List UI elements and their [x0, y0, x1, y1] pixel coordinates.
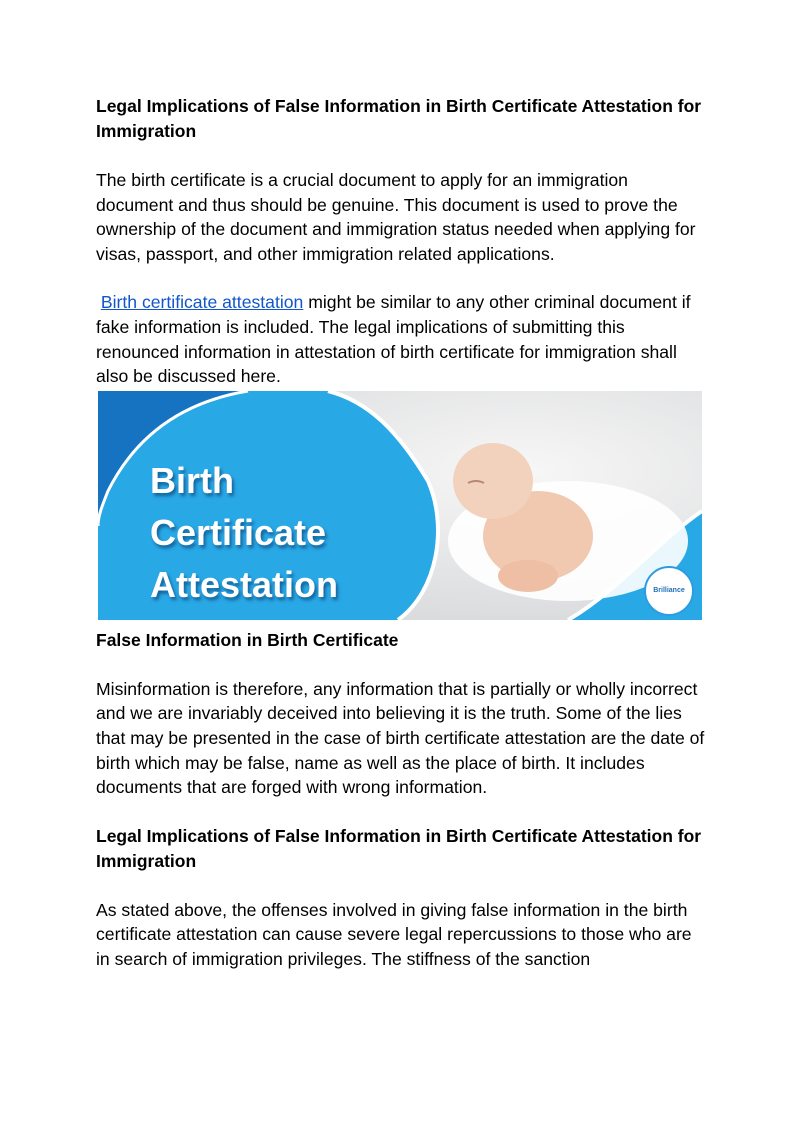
banner-title-line-3: Attestation	[150, 563, 338, 605]
brilliance-logo	[644, 566, 694, 616]
paragraph-misinformation: Misinformation is therefore, any information that is partially or wholly incorrect and we are invariably deceived into believing it is the truth. Some of the lies that may be presented in the case of birth certificate attestation are the date of birth which may be false, name as well as the place of birth. It includes documents that are forged with wrong information.	[96, 678, 705, 798]
banner-title	[150, 455, 338, 611]
paragraph-attestation	[96, 290, 706, 388]
logo-text: Brilliance	[653, 586, 685, 594]
banner-title-line-1: Birth	[150, 459, 234, 501]
document-page	[96, 94, 706, 972]
heading-legal-implications-2: Legal Implications of False Information in Birth Certificate Attestation for Immigration	[96, 825, 702, 871]
heading-false-information: False Information in Birth Certificate	[96, 629, 399, 650]
paragraph-offenses: As stated above, the offenses involved in giving false information in the birth certificate attestation can cause severe legal repercussions to those who are in search of immigration privileges. The stiffness of the sanction	[96, 899, 692, 969]
paragraph-attestation-text: might be similar to any other criminal document if fake information is included. The legal implications of submitting this renounced information in attestation of birth certificate for immigration shall also be discussed here.	[96, 292, 691, 387]
paragraph-intro: The birth certificate is a crucial document to apply for an immigration document and thus should be genuine. This document is used to prove the ownership of the document and immigration status needed when applying for visas, passport, and other immigration related applications.	[96, 170, 696, 264]
heading-legal-implications: Legal Implications of False Information in Birth Certificate Attestation for Immigration	[96, 96, 702, 141]
banner-image	[98, 391, 702, 620]
banner-title-line-2: Certificate	[150, 511, 327, 553]
birth-certificate-attestation-link[interactable]: Birth certificate attestation	[100, 292, 304, 313]
